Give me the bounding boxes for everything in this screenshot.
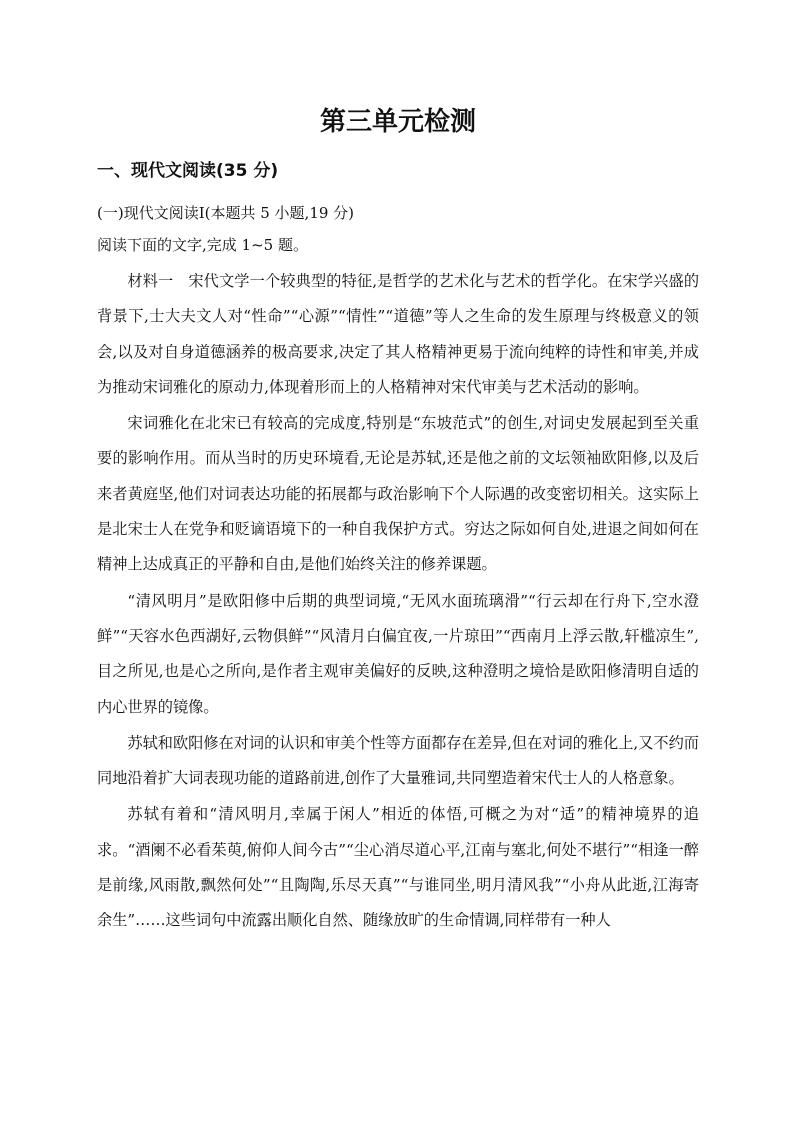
paragraph-4: 苏轼和欧阳修在对词的认识和审美个性等方面都存在差异,但在对词的雅化上,又不约而同地沿着扩大词表现功能的道路前进,创作了大量雅词,共同塑造着宋代士人的人格意象。: [97, 733, 699, 788]
reading-instruction: 阅读下面的文字,完成 1~5 题。: [97, 236, 308, 254]
paragraph-1-text: 宋代文学一个较典型的特征,是哲学的艺术化与艺术的哲学化。在宋学兴盛的背景下,士大夫文人对“性命”“心源”“情性”“道德”等人之生命的发生原理与终极意义的领会,以及对自身道德涵养的极高要求,决定了其人格精神更易于流向纯粹的诗性和审美,并成为推动宋词雅化的原动力,体现着形而上的人格精神对宋代审美与艺术活动的影响。: [97, 272, 700, 396]
section-title: 一、现代文阅读(35 分): [97, 161, 279, 181]
page-title: 第三单元检测: [319, 107, 476, 137]
paragraph-2: 宋词雅化在北宋已有较高的完成度,特别是“东坡范式”的创生,对词史发展起到至关重要的影响作用。而从当时的历史环境看,无论是苏轼,还是他之前的文坛领袖欧阳修,以及后来者黄庭坚,他们对词表达功能的拓展都与政治影响下个人际遇的改变密切相关。这实际上是北宋士人在党争和贬谪语境下的一种自我保护方式。穷达之际如何自处,进退之间如何在精神上达成真正的平静和自由,是他们始终关注的修养课题。: [97, 414, 699, 574]
subsection-heading: (一)现代文阅读Ⅰ(本题共 5 小题,19 分): [97, 204, 355, 222]
material-label: 材料一: [127, 272, 174, 290]
paragraph-1: [97, 264, 699, 405]
paragraph-3: “清风明月”是欧阳修中后期的典型词境,“无风水面琉璃滑”“行云却在行舟下,空水澄鲜”“天容水色西湖好,云物俱鲜”“风清月白偏宜夜,一片琼田”“西南月上浮云散,轩槛凉生”,目之所见,也是心之所向,是作者主观审美偏好的反映,这种澄明之境恰是欧阳修清明自适的内心世界的镜像。: [97, 591, 699, 716]
paragraph-5: 苏轼有着和“清风明月,幸属于闲人”相近的体悟,可概之为对“适”的精神境界的追求。“酒阑不必看茱萸,俯仰人间今古”“尘心消尽道心平,江南与塞北,何处不堪行”“相逢一醉是前缘,风雨散,飘然何处”“且陶陶,乐尽天真”“与谁同坐,明月清风我”“小舟从此逝,江海寄余生”……这些词句中流露出顺化自然、随缘放旷的生命情调,同样带有一种人: [97, 805, 699, 930]
document-page: [97, 104, 699, 940]
